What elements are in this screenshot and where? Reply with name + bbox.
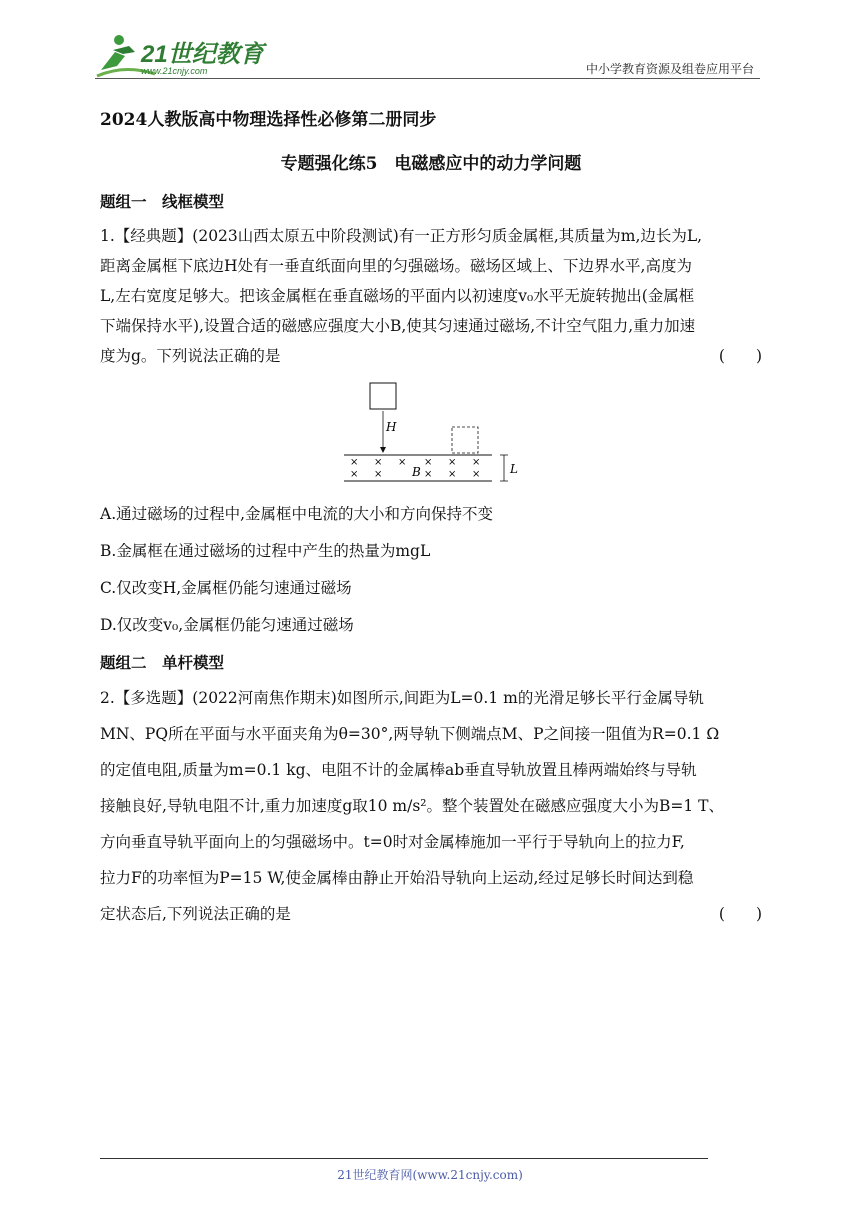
cross-mark: × [350,457,359,468]
q2-line-3: 的定值电阻,质量为m=0.1 kg、电阻不计的金属棒ab垂直导轨放置且棒两端始终与导轨 [100,761,697,779]
cross-mark: × [374,469,383,480]
q1-line-3: L,左右宽度足够大。把该金属框在垂直磁场的平面内以初速度v₀水平无旋转抛出(金属框 [100,287,695,305]
q1-figure-magnetic-field [344,381,524,491]
question-2-stem [100,680,762,932]
q1-option-c: C.仅改变H,金属框仍能匀速通过磁场 [100,579,352,597]
q1-line-4: 下端保持水平),设置合适的磁感应强度大小B,使其匀速通过磁场,不计空气阻力,重力加速 [100,317,696,335]
q2-line-5: 方向垂直导轨平面向上的匀强磁场中。t=0时对金属棒施加一平行于导轨向上的拉力F, [100,833,685,851]
q1-line-5: 度为g。下列说法正确的是 [100,347,281,365]
q2-line-2: MN、PQ所在平面与水平面夹角为θ=30°,两导轨下侧端点M、P之间接一阻值为R=0.1 Ω [100,725,720,743]
cross-mark: × [472,457,481,468]
logo-21cnjy [95,30,275,80]
cross-mark: × [424,469,433,480]
question-1-stem [100,221,762,371]
footer-text: 21世纪教育网(www.21cnjy.com) [337,1168,523,1182]
arrow-head-icon [380,447,386,453]
label-H: H [386,420,397,434]
cross-mark: × [448,457,457,468]
label-B: B [412,465,421,479]
document-body [100,105,762,932]
q2-answer-bracket: ( ) [718,905,762,923]
cross-mark: × [398,457,407,468]
q2-line-7: 定状态后,下列说法正确的是 [100,905,291,923]
q2-line-4: 接触良好,导轨电阻不计,重力加速度g取10 m/s²。整个装置处在磁感应强度大小为B=1 T、 [100,797,725,815]
metal-frame-dashed [452,427,478,453]
document-title: 2024人教版高中物理选择性必修第二册同步 [100,110,437,130]
label-L: L [510,462,518,476]
q1-line-1: 1.【经典题】(2023山西太原五中阶段测试)有一正方形匀质金属框,其质量为m,边长为L, [100,227,703,245]
section-heading-group2: 题组二 单杆模型 [100,653,225,672]
q1-answer-bracket: ( ) [718,347,762,365]
logo-url-text: www.21cnjy.com [141,66,208,76]
logo-text: 21世纪教育 [141,41,264,68]
header-platform-text: 中小学教育资源及组卷应用平台 [585,62,754,76]
q1-option-b: B.金属框在通过磁场的过程中产生的热量为mgL [100,542,431,560]
header-divider [95,78,760,79]
cross-mark: × [448,469,457,480]
q1-option-d: D.仅改变v₀,金属框仍能匀速通过磁场 [100,616,354,634]
page-header [95,30,760,80]
q2-line-6: 拉力F的功率恒为P=15 W,使金属棒由静止开始沿导轨向上运动,经过足够长时间达到稳 [100,869,694,887]
q1-last-line [100,341,762,371]
cross-mark: × [350,469,359,480]
q1-option-a: A.通过磁场的过程中,金属框中电流的大小和方向保持不变 [100,505,494,523]
footer-divider [100,1158,708,1159]
cross-mark: × [374,457,383,468]
metal-frame-square [370,383,396,409]
cross-mark: × [424,457,433,468]
q2-line-1: 2.【多选题】(2022河南焦作期末)如图所示,间距为L=0.1 m的光滑足够长平行金属导轨 [100,689,704,707]
cross-mark: × [472,469,481,480]
q1-line-2: 距离金属框下底边H处有一垂直纸面向里的匀强磁场。磁场区域上、下边界水平,高度为 [100,257,692,275]
document-subtitle: 专题强化练5 电磁感应中的动力学问题 [280,154,582,174]
q2-last-line [100,896,762,932]
section-heading-group1: 题组一 线框模型 [100,192,225,211]
